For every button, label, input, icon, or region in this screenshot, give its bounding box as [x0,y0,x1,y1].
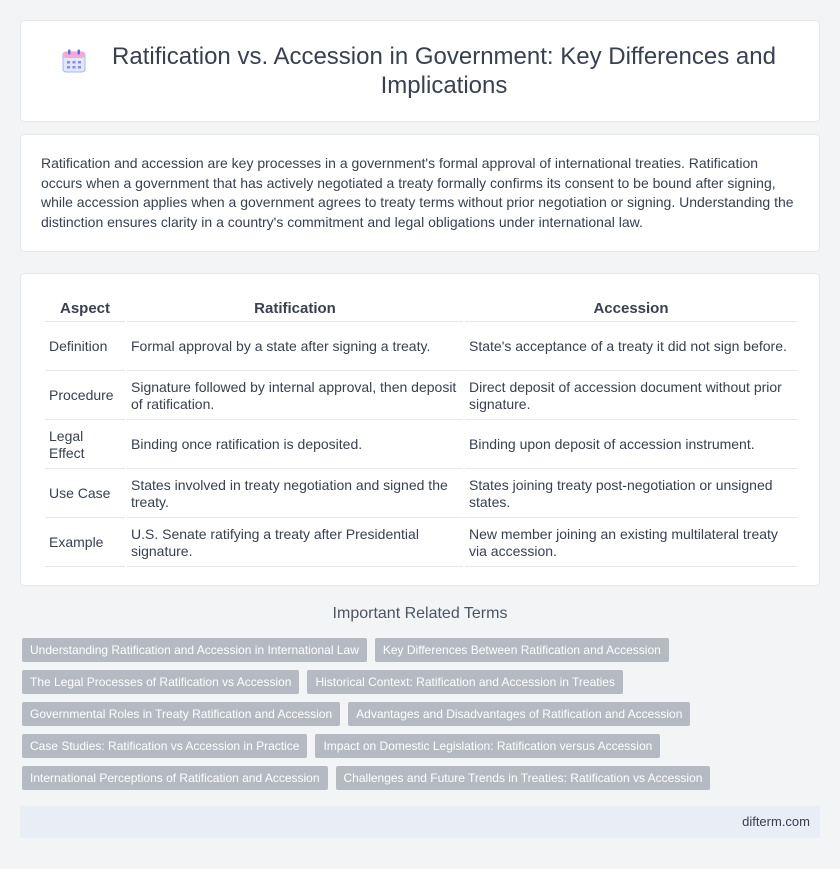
comparison-table [43,294,799,569]
table-row [45,422,797,469]
related-term-link[interactable]: International Perceptions of Ratification and Accession [22,766,328,790]
row-accession: Binding upon deposit of accession instrument. [465,422,797,469]
row-aspect: Procedure [45,373,125,420]
table-header-row [45,296,797,322]
table-row [45,520,797,567]
row-ratification: Binding once ratification is deposited. [127,422,463,469]
row-ratification: Signature followed by internal approval, then deposit of ratification. [127,373,463,420]
column-header-accession: Accession [465,296,797,322]
intro-text: Ratification and accession are key processes in a government's formal approval of international treaties. Ratification occurs when a government that has actively negotiated a treaty formally confirms its consent to be bound after signing, while accession applies when a government agrees to treaty terms without prior negotiation or signing. Understanding the distinction ensures clarity in a country's commitment and legal obligations under international law. [41,155,794,230]
footer [20,806,820,838]
page-title: Ratification vs. Accession in Government: Key Differences and Implications [112,43,776,99]
related-term-link[interactable]: Governmental Roles in Treaty Ratification and Accession [22,702,340,726]
related-term-link[interactable]: Challenges and Future Trends in Treaties: Ratification vs Accession [336,766,711,790]
related-term-link[interactable]: Key Differences Between Ratification and Accession [375,638,669,662]
row-ratification: Formal approval by a state after signing a treaty. [127,324,463,371]
footer-site-name: difterm.com [742,814,810,829]
row-accession: New member joining an existing multilateral treaty via accession. [465,520,797,567]
related-term-link[interactable]: The Legal Processes of Ratification vs Accession [22,670,299,694]
table-row [45,471,797,518]
row-ratification: States involved in treaty negotiation and signed the treaty. [127,471,463,518]
row-accession: States joining treaty post-negotiation or unsigned states. [465,471,797,518]
related-terms-title: Important Related Terms [332,605,508,622]
calendar-icon [61,48,87,74]
header-card [20,20,820,122]
intro-card [20,134,820,252]
row-aspect: Use Case [45,471,125,518]
row-ratification: U.S. Senate ratifying a treaty after Presidential signature. [127,520,463,567]
table-row [45,373,797,420]
related-term-link[interactable]: Advantages and Disadvantages of Ratification and Accession [348,702,690,726]
row-accession: Direct deposit of accession document without prior signature. [465,373,797,420]
related-term-link[interactable]: Understanding Ratification and Accession in International Law [22,638,367,662]
row-accession: State's acceptance of a treaty it did not sign before. [465,324,797,371]
comparison-card [20,273,820,586]
related-term-link[interactable]: Impact on Domestic Legislation: Ratification versus Accession [315,734,660,758]
table-row [45,324,797,371]
row-aspect: Example [45,520,125,567]
column-header-ratification: Ratification [127,296,463,322]
row-aspect: Legal Effect [45,422,125,469]
related-terms-list [22,638,822,798]
row-aspect: Definition [45,324,125,371]
related-term-link[interactable]: Historical Context: Ratification and Accession in Treaties [307,670,622,694]
column-header-aspect: Aspect [45,296,125,322]
related-term-link[interactable]: Case Studies: Ratification vs Accession in Practice [22,734,307,758]
